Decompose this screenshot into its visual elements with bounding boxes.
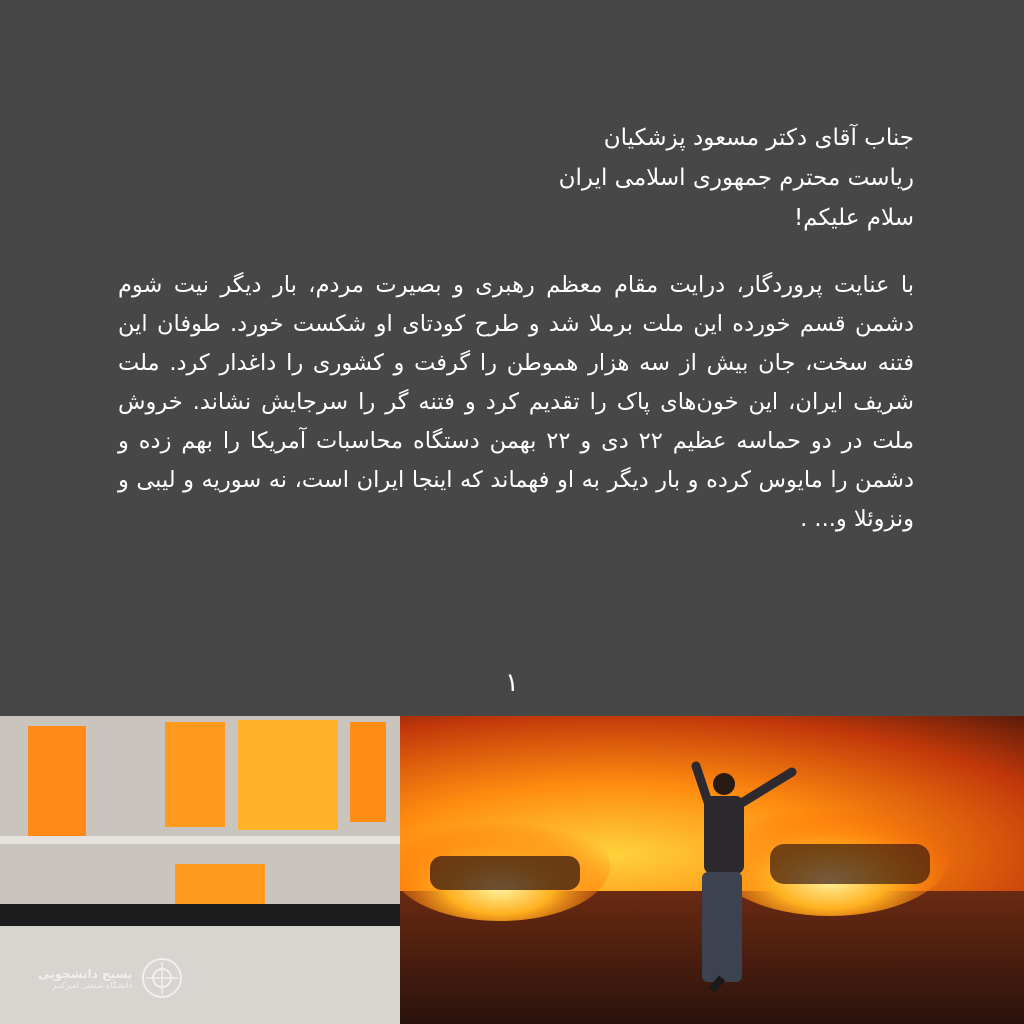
kiosk-window-1	[28, 726, 86, 836]
watermark-title: بسیج دانشجویی	[38, 966, 133, 981]
riot-fire-photo	[0, 716, 1024, 1024]
watermark-subtitle: دانشگاه صنعتی امیرکبیر	[52, 980, 133, 990]
basij-emblem-icon	[140, 956, 184, 1000]
salutation	[118, 118, 914, 238]
salutation-line-title: ریاست محترم جمهوری اسلامی ایران	[558, 165, 914, 191]
kiosk-window-3	[238, 720, 338, 830]
salutation-line-addressee: جناب آقای دکتر مسعود پزشکیان	[603, 125, 914, 151]
burnt-car-left	[430, 856, 580, 890]
kiosk-window-4	[350, 722, 386, 822]
letter	[118, 118, 914, 539]
page-number: ۱	[505, 668, 519, 698]
burnt-car-right	[770, 844, 930, 884]
kiosk-window-2	[165, 722, 225, 827]
kiosk-black-band	[0, 904, 400, 926]
salutation-line-greeting: سلام علیکم!	[793, 205, 914, 231]
letter-body: با عنایت پروردگار، درایت مقام معظم رهبری و بصیرت مردم، بار دیگر نیت شوم دشمن قسم خورده این ملت برملا شد و طرح کودتای او شکست خورد. طوفان این فتنه سخت، جان بیش از سه هزار هموطن را گرفت و کشوری را داغدار کرد. ملت شریف ایران، این خون‌های پاک را تقدیم کرد و فتنه گر را سرجایش نشاند. خروش ملت در دو حماسه عظیم ۲۲ دی و ۲۲ بهمن دستگاه محاسبات آمریکا را بهم زده و دشمن را مایوس کرده و بار دیگر به او فهماند که اینجا ایران است، نه سوریه و لیبی و ونزوئلا و... .	[118, 272, 914, 532]
watermark	[38, 956, 184, 1000]
kiosk-ledge	[0, 836, 400, 844]
